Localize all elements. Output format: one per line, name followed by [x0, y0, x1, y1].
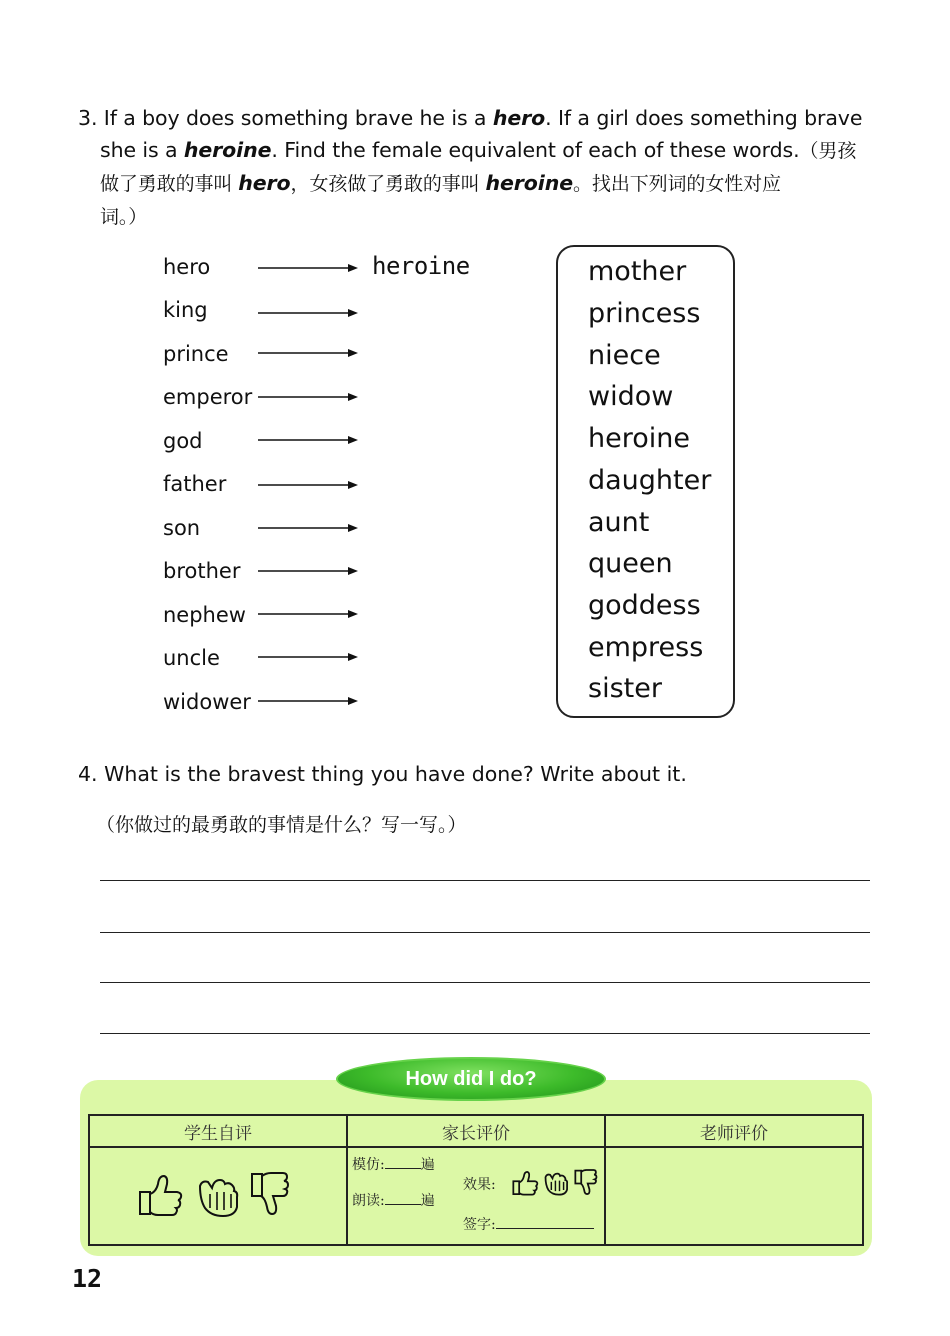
sign-label: 签字: [463, 1217, 496, 1233]
q3-line3-cn-b: ，女孩做了勇敢的事叫 [290, 173, 486, 195]
page-number: 12 [72, 1264, 103, 1293]
sign-blank[interactable] [496, 1228, 594, 1229]
arrow-right-icon [258, 479, 358, 491]
word-bank-item: niece [588, 340, 661, 371]
male-word: emperor [163, 385, 253, 409]
male-word: father [163, 472, 227, 496]
q3-line2-b: . Find the female equivalent of each of these words. [271, 138, 800, 162]
arrow-right-icon [258, 565, 358, 577]
imitate-blank[interactable] [385, 1168, 421, 1169]
ok-hand-icon[interactable] [194, 1172, 242, 1220]
q3-bold-heroine: heroine [183, 138, 272, 162]
writing-line[interactable] [100, 982, 870, 983]
male-word: uncle [163, 646, 220, 670]
writing-line[interactable] [100, 932, 870, 933]
male-word: king [163, 298, 208, 322]
q3-line4-cn: 词。） [100, 206, 148, 228]
imitate-row [352, 1154, 435, 1174]
male-word: god [163, 429, 203, 453]
q3-line2-cn: （男孩 [799, 140, 857, 162]
word-bank-item: princess [588, 298, 701, 329]
thumbs-down-icon[interactable] [248, 1170, 294, 1222]
thumbs-up-icon[interactable] [511, 1168, 539, 1198]
arrow-right-icon [258, 391, 358, 403]
male-word: nephew [163, 603, 246, 627]
q3-line3-bold-hero: hero [238, 171, 291, 195]
read-row [352, 1190, 435, 1210]
question-4-cn: （你做过的最勇敢的事情是什么？写一写。） [96, 814, 467, 836]
male-word: hero [163, 255, 211, 279]
word-bank-item: sister [588, 673, 662, 704]
q3-line1-b: . If a girl does something brave [545, 106, 863, 130]
parent-cell [347, 1147, 605, 1245]
question-3-number: 3. [78, 106, 98, 130]
word-bank-item: queen [588, 548, 673, 579]
read-blank[interactable] [385, 1204, 421, 1205]
ok-hand-icon[interactable] [542, 1169, 570, 1197]
arrow-right-icon [258, 651, 358, 663]
col-student-header: 学生自评 [89, 1115, 347, 1147]
student-cell [89, 1147, 347, 1245]
sign-row [463, 1214, 594, 1234]
word-bank-item: heroine [588, 423, 690, 454]
male-word: son [163, 516, 201, 540]
question-4-text: 4. What is the bravest thing you have done? Write about it. [78, 762, 687, 786]
arrow-right-icon [258, 522, 358, 534]
imitate-label: 模仿: [352, 1157, 385, 1173]
word-bank-item: aunt [588, 507, 650, 538]
arrow-right-icon [258, 695, 358, 707]
q3-line3-bold-heroine: heroine [485, 171, 574, 195]
writing-line[interactable] [100, 1033, 870, 1034]
q3-line3-cn-a: 做了勇敢的事叫 [100, 173, 239, 195]
q3-bold-hero: hero [492, 106, 546, 130]
arrow-right-icon [258, 434, 358, 446]
imitate-times: 遍 [420, 1157, 435, 1173]
example-answer: heroine [372, 252, 470, 280]
word-bank-item: empress [588, 632, 704, 663]
male-word: prince [163, 342, 229, 366]
q3-line3-cn-c: 。找出下列词的女性对应 [573, 173, 781, 195]
word-bank-item: mother [588, 256, 687, 287]
male-word: widower [163, 690, 251, 714]
word-bank-item: widow [588, 381, 674, 412]
col-teacher-header: 老师评价 [605, 1115, 863, 1147]
word-bank-item: daughter [588, 465, 712, 496]
q3-line1-a: If a boy does something brave he is a [103, 106, 493, 130]
word-bank-item: goddess [588, 590, 701, 621]
effect-label: 效果: [463, 1177, 496, 1193]
question-3-text [78, 102, 878, 233]
read-times: 遍 [420, 1193, 435, 1209]
arrow-right-icon [258, 347, 358, 359]
teacher-cell[interactable] [605, 1147, 863, 1245]
arrow-right-icon [258, 262, 358, 274]
col-parent-header: 家长评价 [347, 1115, 605, 1147]
q3-line2-a: she is a [100, 138, 184, 162]
writing-line[interactable] [100, 880, 870, 881]
thumbs-up-icon[interactable] [136, 1170, 184, 1220]
arrow-right-icon [258, 307, 358, 319]
arrow-right-icon [258, 608, 358, 620]
male-word: brother [163, 559, 241, 583]
thumbs-down-icon[interactable] [573, 1168, 600, 1199]
read-label: 朗读: [352, 1193, 385, 1209]
assessment-table [88, 1114, 864, 1246]
assessment-title: How did I do? [336, 1057, 606, 1101]
